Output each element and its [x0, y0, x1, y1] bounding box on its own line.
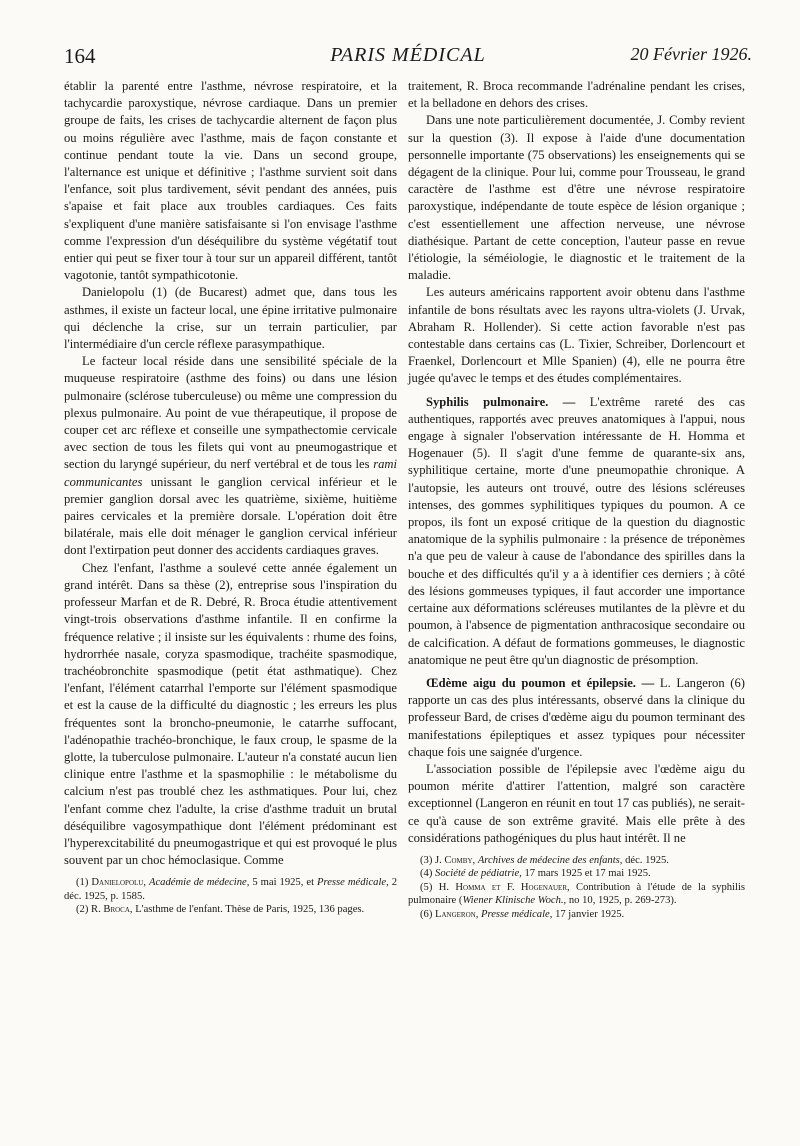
- footnote: [408, 881, 745, 908]
- section-heading: Œdème aigu du poumon et épilepsie. —: [426, 675, 655, 690]
- footnote-text: L'asthme de l'enfant. Thèse de Paris, 1925, 136 pages.: [135, 904, 365, 916]
- paragraph: établir la parenté entre l'asthme, névrose respiratoire, et la tachycardie paroxystique, névrose cardiaque. Dans un premier groupe de faits, les crises de tachycardie alternent de façon plus ou moins régulière avec l'asthme, mais de façon constante et continue pendant toute la vie. Dans un second groupe, l'alternance est unique et définitive ; l'asthme survient soit dans l'enfance, soit plus tardivement, sévit pendant des années, puis s'apaise et fait place aux troubles cardiaques. Ces faits s'expliquent d'une manière satisfaisante si l'on envisage l'asthme comme l'expression d'un déséquilibre du système végétatif tout entier qui peut se fixer tour à tour sur un appareil différent, tantôt vagotonie, tantôt sympathicotonie.: [64, 79, 397, 283]
- footnote-text: 5 mai 1925, et: [252, 877, 315, 889]
- footnote-title: Archives de médecine des enfants,: [477, 854, 623, 866]
- footnote-number: (4): [420, 868, 433, 880]
- paragraph-text: unissant le ganglion cervical inférieur et le premier ganglion dorsal avec les quatrième, sixième, huitième paires cervicales et la première dorsale. L'opération doit être bilatérale, mais elle doit ménager le ganglion cervical inférieur dont l'extirpation peut donner des accidents cardiaques graves.: [64, 474, 397, 558]
- footnote-text: 2 déc. 1925, p. 1585.: [64, 877, 398, 902]
- paragraph: traitement, R. Broca recommande l'adrénaline pendant les crises, et la belladone en dehors des crises.: [408, 79, 745, 111]
- footnote-number: (1): [76, 877, 89, 889]
- page-header: [64, 44, 752, 74]
- footnote-text: 17 mars 1925 et 17 mai 1925.: [524, 868, 651, 880]
- paragraph: Chez l'enfant, l'asthme a soulevé cette année également un grand intérêt. Dans sa thèse (2), entreprise sous l'inspiration du professeur Marfan et de R. Debré, R. Broca étudie attentivement vingt-trois observations d'asthme infantile. Il en confirme la fréquence relative ; il insiste sur les équivalents : rhume des foins, hydrorrhée nasale, coryza spasmodique, trachéite spasmodique, trachéobronchite spasmodique (petit état asthmatique). Chez l'enfant, l'élément catarrhal l'emporte sur l'élément spasmodique et est la cause de la difficulté du diagnostic ; les erreurs les plus fréquentes sont la broncho-pneumonie, le catarrhe suffocant, l'adénopathie trachéo-bronchique, le faux croup, le spasme de la glotte, la tuberculose pulmonaire. L'auteur n'a constaté aucun lien clinique entre l'asthme et la spasmophilie : le métabolisme du calcium n'est pas troublé chez les asthmatiques. Pour lui, chez l'enfant comme chez l'adulte, la crise d'asthme traduit un brutal déséquilibre vagosympathique dont l'élément prédominant est l'hyperexcitabilité du pneumogastrique et qui est provoqué le plus souvent par un choc hémoclasique. Comme: [64, 560, 397, 868]
- paragraph: L'association possible de l'épilepsie avec l'œdème aigu du poumon mérite d'attirer l'attention, malgré son caractère exceptionnel (Langeron en réunit en tout 17 cas publiés), ne serait-ce qu'à cause de son extrême gravité. Mais elle prête à des considérations pathogéniques du plus haut intérêt. Il ne: [408, 761, 745, 845]
- footnote-title: Société de pédiatrie,: [435, 868, 522, 880]
- footnote-journal: Presse médicale,: [317, 877, 389, 889]
- paragraph-text: Le facteur local réside dans une sensibilité spéciale de la muqueuse respiratoire (asthme des foins) ou dans une lésion pulmonaire (sclérose tuberculeuse) ou même une compression du plexus pulmonaire. Au point de vue thérapeutique, il propose de couper cet arc réflexe et conseille une sympathectomie cervicale avec section de tous les filets qui vont au pneumogastrique et section du laryngé supérieur, du nerf vertébral et de tous les: [64, 354, 397, 472]
- latin-term: rami communicantes: [64, 457, 397, 489]
- footnote-title: Académie de médecine,: [149, 877, 250, 889]
- paragraph: Dans une note particulièrement documentée, J. Comby revient sur la question (3). Il expose à l'aide d'une documentation personnelle importante (75 observations) les enseignements qui se dégagent de la clinique. Pour lui, comme pour Trousseau, le grand caractère de l'asthme est d'être une névrose respiratoire paroxystique, indépendante de toute espèce de lésion organique ; c'est essentiellement une affection nerveuse, une névrose diathésique. Partant de cette conception, l'auteur passe en revue l'étiologie, la séméiologie, le diagnostic et le traitement de la maladie.: [408, 113, 745, 283]
- section-heading: Syphilis pulmonaire. —: [426, 394, 576, 409]
- journal-title: PARIS MÉDICAL: [330, 44, 486, 66]
- footnote: [64, 903, 397, 916]
- page-number: 164: [64, 44, 96, 68]
- footnote-author: J. Comby,: [435, 854, 476, 866]
- footnote: [64, 876, 397, 903]
- footnote-author: H. Homma et F. Hogenauer,: [438, 881, 570, 893]
- paragraph: [64, 353, 397, 559]
- footnote-text: no 10, 1925, p. 269-273).: [568, 895, 677, 907]
- footnote-number: (5): [420, 881, 433, 893]
- footnote-author: Danielopolu,: [91, 877, 146, 889]
- paragraph-text: L. Langeron (6) rapporte un cas des plus intéressants, observé dans la clinique du professeur Bard, de crises d'œdème aigu du poumon terminant des manifestations épileptiques et assez typiques pour nécessiter chaque fois une saignée d'urgence.: [408, 675, 745, 759]
- footnote-author: Langeron,: [435, 908, 479, 920]
- footnote-author: R. Broca,: [91, 904, 133, 916]
- footnote-journal: Presse médicale,: [481, 908, 553, 920]
- paragraph: Danielopolu (1) (de Bucarest) admet que, dans tous les asthmes, il existe un facteur local, une épine irritative pulmonaire qui déclenche la crise, sur un terrain particulier, par l'intermédiaire d'un cercle réflexe parasympathique.: [64, 285, 397, 352]
- footnote-number: (6): [420, 908, 433, 920]
- footnote: [408, 854, 745, 867]
- footnote: [408, 867, 745, 880]
- section-paragraph: [408, 675, 745, 761]
- footnote-journal: Wiener Klinische Woch.,: [462, 895, 567, 907]
- footnote: [408, 908, 745, 921]
- footnote-number: (3): [420, 854, 433, 866]
- paragraph: Les auteurs américains rapportent avoir obtenu dans l'asthme infantile de bons résultats avec les rayons ultra-violets (J. Urvak, Abraham R. Hollender). Si cette action favorable n'est pas contestable dans certains cas (L. Tixier, Schreiber, Dorlencourt et Fraenkel, Dorlencourt et Mlle Spanien) (4), elle ne pourra être jugée qu'avec le temps et des études complémentaires.: [408, 285, 745, 386]
- issue-date: 20 Février 1926.: [630, 44, 752, 64]
- footnote-text: 17 janvier 1925.: [555, 908, 625, 920]
- footnote-number: (2): [76, 904, 89, 916]
- section-paragraph: [408, 394, 745, 669]
- paragraph-text: L'extrême rareté des cas authentiques, rapportés avec preuves anatomiques à l'appui, nous engage à signaler l'observation intéressante de H. Homma et Hogenauer (5). Il s'agit d'une femme de quarante-six ans, syphilitique certaine, morte d'une pneumopathie chronique. A l'autopsie, les auteurs ont trouvé, outre des lésions scléreuses intenses, des gommes syphilitiques typiques du poumon. A ce propos, ils font un exposé critique de la question du diagnostic anatomique de la syphilis pulmonaire : la présence de tréponèmes n'a que peu de valeur à cause de l'abondance des spirilles dans la bouche et des difficultés qu'il y a à identifier ces derniers ; à côté des lésions gommeuses typiques, il faut accorder une importance certaine aux déformations scléreuses mutilantes de la plèvre et du poumon, à l'absence de pigmentation anthracosique secondaire ou de calcification. A défaut de formations gommeuses, le diagnostic anatomique ne peut être qu'un diagnostic de présomption.: [408, 394, 745, 667]
- left-column: [64, 78, 397, 917]
- footnote-text: Contribution à l'étude de la syphilis pulmonaire (: [408, 881, 746, 907]
- footnote-text: déc. 1925.: [625, 854, 669, 866]
- right-column: [408, 78, 745, 921]
